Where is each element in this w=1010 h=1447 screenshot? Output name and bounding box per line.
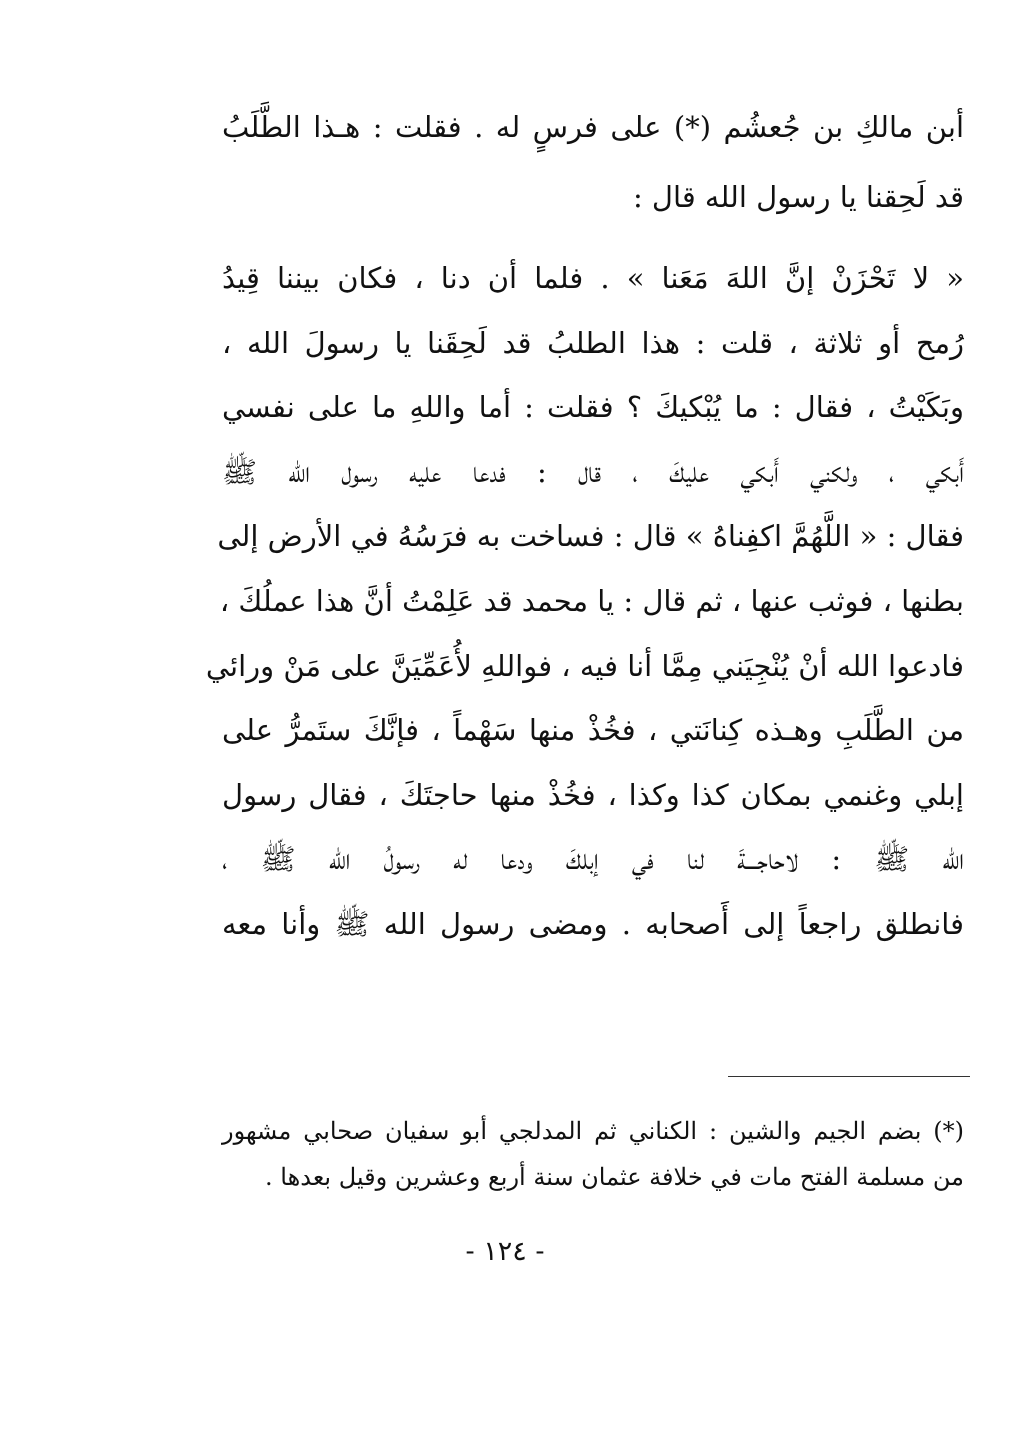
paragraph-main (205, 246, 964, 957)
text-line: فادعوا الله أنْ يُنْجِيَني مِمَّا أنا فيه ، فواللهِ لأُعَمِّيَنَّ على مَنْ ورائي (205, 648, 964, 683)
text-line: رُمح أو ثلاثة ، قلت : هذا الطلبُ قد لَحِقَنا يا رسولَ الله ، (222, 325, 964, 360)
text-line: بطنها ، فوثب عنها ، ثم قال : يا محمد قد عَلِمْتُ أنَّ هذا عملُكَ ، (219, 583, 964, 618)
footnote-divider (728, 1076, 970, 1077)
text-line: فانطلق راجعاً إلى أَصحابه . ومضى رسول الله ﷺ وأنا معه (222, 906, 964, 941)
footnote (222, 1108, 964, 1200)
paragraph-opening (222, 92, 964, 232)
footnote-line: (*) بضم الجيم والشين : الكناني ثم المدلجي أبو سفيان صحابي مشهور (222, 1117, 964, 1145)
text-line: « لا تَحْزَنْ إنَّ اللهَ مَعَنا » . فلما أن دنا ، فكان بيننا قِيدُ (222, 261, 964, 295)
footnote-line: من مسلمة الفتح مات في خلافة عثمان سنة أربع وعشرين وقيل بعدها . (265, 1163, 964, 1191)
text-line: الله ﷺ : لاحاجـــةَ لنا في إبلكَ ودعا له رسولُ الله ﷺ ، (222, 842, 964, 877)
text-line: فقال : « اللَّهُمَّ اكفِناهُ » قال : فساخت به فرَسُهُ في الأرض إلى (217, 519, 964, 554)
text-line: قد لَحِقنا يا رسول الله قال : (632, 180, 964, 214)
text-line: وبَكَيْتُ ، فقال : ما يُبْكيكَ ؟ فقلت : أما واللهِ ما على نفسي (222, 390, 964, 425)
text-line: إبلي وغنمي بمكان كذا وكذا ، فخُذْ منها حاجتَكَ ، فقال رسول (222, 777, 964, 812)
text-line: من الطَّلَبِ وهـذه كِنانَتي ، فخُذْ منها سَهْماً ، فإنَّكَ ستَمرُّ على (222, 713, 964, 748)
page-number: - ١٢٤ - (465, 1236, 545, 1267)
text-line: أَبكي ، ولكني أَبكي عليكَ ، قال : فدعا عليه رسول الله ﷺ (222, 454, 964, 489)
text-line: أبن مالكِ بن جُعشُم (*) على فرسٍ له . فقلت : هـذا الطَّلَبُ (222, 110, 964, 144)
